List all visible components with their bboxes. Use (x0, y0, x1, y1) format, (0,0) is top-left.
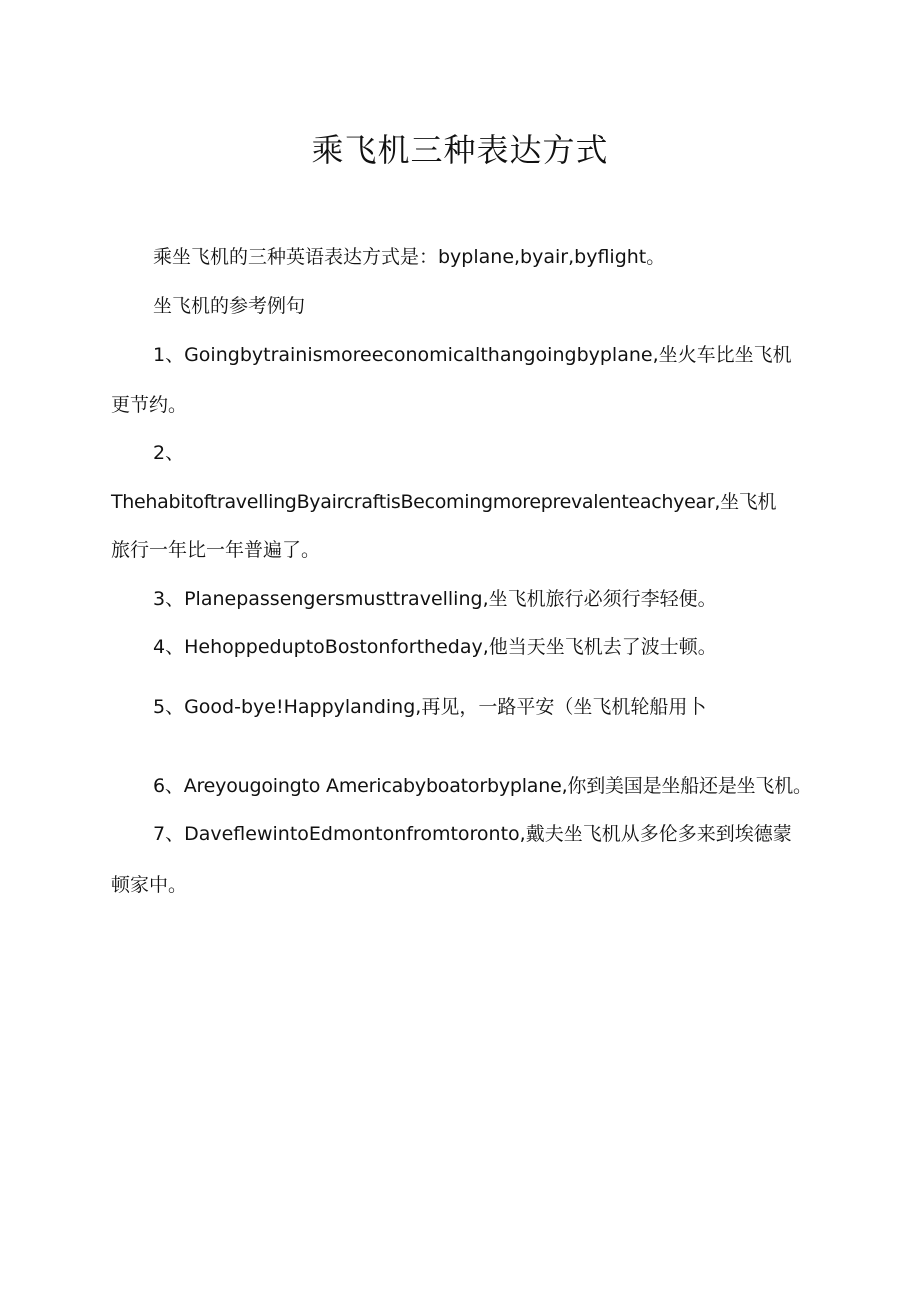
example-3: 3、Planepassengersmusttravelling,坐飞机旅行必须行李轻便。 (153, 588, 717, 610)
document-title: 乘飞机三种表达方式 (311, 131, 609, 169)
example-1-line-2: 更节约。 (111, 394, 188, 416)
example-2-line-1: ThehabitoftravellingByaircraftisBecomingmoreprevalenteachyear,坐飞机 (111, 491, 777, 513)
intro-paragraph: 乘坐飞机的三种英语表达方式是：byplane,byair,byflight。 (153, 246, 666, 268)
examples-heading: 坐飞机的参考例句 (153, 295, 306, 317)
example-2-line-2: 旅行一年比一年普遍了。 (111, 539, 321, 561)
example-7-line-2: 顿家中。 (111, 874, 188, 896)
example-5: 5、Good-bye!Happylanding,再见，一路平安（坐飞机轮船用卜 (153, 696, 707, 718)
example-7-line-1: 7、DaveflewintoEdmontonfromtoronto,戴夫坐飞机从多伦多来到埃德蒙 (153, 823, 792, 845)
example-6: 6、Areyougoingto Americabyboatorbyplane,你到美国是坐船还是坐飞机。 (153, 775, 812, 797)
example-1-line-1: 1、Goingbytrainismoreeconomicalthangoingbyplane,坐火车比坐飞机 (153, 344, 792, 366)
example-4: 4、HehoppeduptoBostonfortheday,他当天坐飞机去了波士顿。 (153, 636, 717, 658)
example-2-number: 2、 (153, 442, 185, 464)
